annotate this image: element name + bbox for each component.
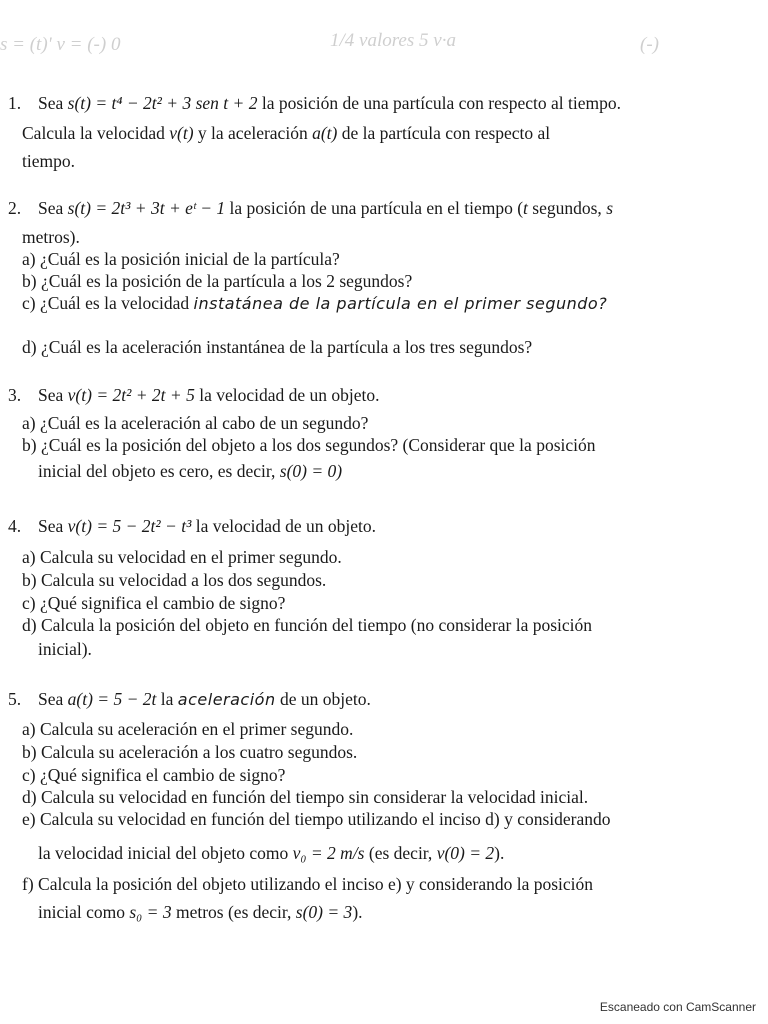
acceleration-formula: a(t) = 5 − 2t [67, 689, 157, 709]
problem-1-line-1 [38, 92, 621, 114]
problem-2-item-a: a) ¿Cuál es la posición inicial de la partícula? [22, 249, 340, 269]
text: Sea [38, 385, 64, 405]
problem-5-item-f-cont [38, 901, 363, 923]
text: Sea [38, 516, 64, 536]
text: metros (es decir, [175, 902, 292, 922]
problem-5-item-e-cont [38, 842, 504, 864]
text: ). [352, 902, 363, 922]
initial-condition: s(0) = 0) [279, 461, 343, 481]
problem-3-number: 3. [8, 385, 22, 405]
text: la velocidad de un objeto. [195, 516, 377, 536]
time-symbol: t [523, 198, 528, 218]
camscanner-watermark: Escaneado con CamScanner [599, 1000, 756, 1014]
text: la velocidad inicial del objeto como [38, 843, 289, 863]
text: Sea [38, 198, 64, 218]
text: Sea [38, 93, 64, 113]
text: la posición de una partícula con respecto al tiempo. [261, 93, 621, 113]
faint-bleedthrough-header [0, 30, 768, 70]
position-formula: s(t) = t⁴ − 2t² + 3 sen t + 2 [67, 93, 258, 113]
problem-5-item-d: d) Calcula su velocidad en función del tiempo sin considerar la velocidad inicial. [22, 787, 589, 807]
text: de un objeto. [279, 689, 371, 709]
position-symbol: s [606, 198, 613, 218]
text: la velocidad de un objeto. [199, 385, 380, 405]
problem-4-item-d-cont: inicial). [38, 639, 92, 659]
handwritten-text: aceleración [177, 690, 276, 709]
text: inicial del objeto es cero, es decir, [38, 461, 276, 481]
problem-4-item-a: a) Calcula su velocidad en el primer segundo. [22, 547, 342, 567]
problem-5-line-1 [38, 688, 371, 711]
text: la posición de una partícula en el tiempo ( [229, 198, 524, 218]
problem-4-item-c: c) ¿Qué significa el cambio de signo? [22, 593, 286, 613]
problem-5-item-a: a) Calcula su aceleración en el primer segundo. [22, 719, 354, 739]
problem-4-item-d: d) Calcula la posición del objeto en función del tiempo (no considerar la posición [22, 615, 593, 635]
problem-3-item-b-cont [38, 460, 342, 482]
initial-condition: v(0) = 2 [436, 843, 495, 863]
initial-velocity: v₀ = 2 m/s [292, 843, 365, 863]
problem-5-item-b: b) Calcula su aceleración a los cuatro segundos. [22, 742, 358, 762]
problem-2-number: 2. [8, 198, 22, 218]
problem-4-number: 4. [8, 516, 22, 536]
text: y la aceleración [197, 123, 308, 143]
text: Sea [38, 689, 64, 709]
problem-1-line-3: tiempo. [22, 151, 75, 171]
problem-5-number: 5. [8, 689, 22, 709]
problem-2-line-2: metros). [22, 227, 80, 247]
text: la [160, 689, 174, 709]
text: segundos, [532, 198, 602, 218]
initial-position: s₀ = 3 [129, 902, 172, 922]
position-formula: s(t) = 2t³ + 3t + eᵗ − 1 [67, 198, 226, 218]
problem-4-item-b: b) Calcula su velocidad a los dos segundos. [22, 570, 327, 590]
text: inicial como [38, 902, 125, 922]
velocity-symbol: v(t) [169, 123, 194, 143]
problem-5-item-c: c) ¿Qué significa el cambio de signo? [22, 765, 286, 785]
text: Calcula la velocidad [22, 123, 165, 143]
velocity-formula: v(t) = 2t² + 2t + 5 [67, 385, 195, 405]
text: ). [494, 843, 505, 863]
acceleration-symbol: a(t) [312, 123, 338, 143]
problem-3-line-1 [38, 384, 380, 406]
problem-5-item-f: f) Calcula la posición del objeto utilizando el inciso e) y considerando la posición [22, 874, 594, 894]
handwritten-text: instatánea de la partícula en el primer segundo? [193, 294, 608, 313]
problem-3-item-b: b) ¿Cuál es la posición del objeto a los dos segundos? (Considerar que la posición [22, 435, 596, 455]
problem-5-item-e: e) Calcula su velocidad en función del tiempo utilizando el inciso d) y considerando [22, 809, 611, 829]
velocity-formula: v(t) = 5 − 2t² − t³ [67, 516, 192, 536]
initial-condition: s(0) = 3 [295, 902, 353, 922]
problem-2-item-b: b) ¿Cuál es la posición de la partícula a los 2 segundos? [22, 271, 413, 291]
problem-2-line-1 [38, 197, 613, 219]
faint-text-2: 1/4 valores 5 v·a [330, 30, 456, 51]
problem-1-line-2 [22, 122, 550, 144]
problem-4-line-1 [38, 515, 376, 537]
problem-2-item-d: d) ¿Cuál es la aceleración instantánea de la partícula a los tres segundos? [22, 337, 533, 357]
problem-1-number: 1. [8, 93, 22, 113]
faint-text-1: s = (t)' v = (-) 0 [0, 34, 121, 55]
text: (es decir, [368, 843, 433, 863]
problem-2-item-c [22, 292, 607, 315]
text: c) ¿Cuál es la velocidad [22, 293, 190, 313]
faint-text-3: (-) [640, 34, 659, 55]
problem-3-item-a: a) ¿Cuál es la aceleración al cabo de un segundo? [22, 413, 369, 433]
text: de la partícula con respecto al [341, 123, 551, 143]
